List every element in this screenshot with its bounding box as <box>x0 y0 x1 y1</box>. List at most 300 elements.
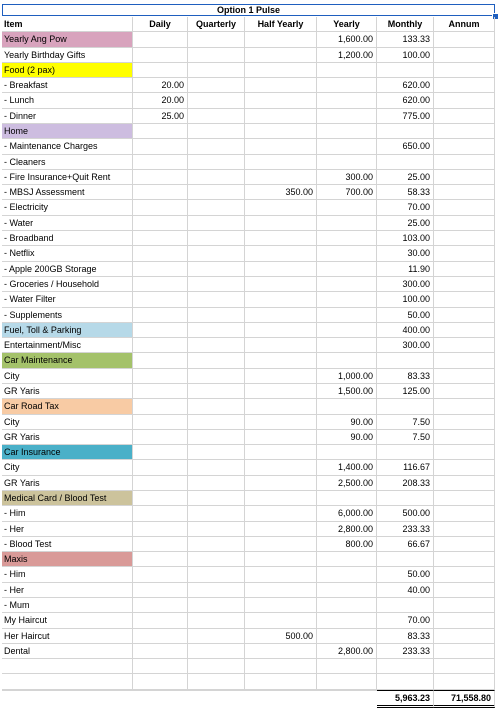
cell-daily[interactable] <box>133 567 188 582</box>
cell-monthly[interactable]: 500.00 <box>377 506 434 521</box>
row-label[interactable]: - Mum <box>2 598 133 613</box>
cell-half[interactable]: 350.00 <box>245 185 317 200</box>
cell-quarterly[interactable] <box>188 583 245 598</box>
cell-half[interactable] <box>245 613 317 628</box>
row-label[interactable]: Car Insurance <box>2 445 133 460</box>
total-daily[interactable] <box>133 690 188 691</box>
cell-yearly[interactable] <box>317 155 377 170</box>
cell-monthly[interactable]: 208.33 <box>377 476 434 491</box>
sheet-title-cell[interactable]: Option 1 Pulse <box>2 4 495 16</box>
cell-quarterly[interactable] <box>188 139 245 154</box>
cell-monthly[interactable]: 100.00 <box>377 292 434 307</box>
cell-annum[interactable] <box>434 200 495 215</box>
cell-daily[interactable] <box>133 583 188 598</box>
cell-half[interactable] <box>245 292 317 307</box>
cell-daily[interactable]: 20.00 <box>133 93 188 108</box>
header-monthly[interactable]: Monthly <box>377 17 434 32</box>
cell-half[interactable] <box>245 353 317 368</box>
cell-annum[interactable] <box>434 613 495 628</box>
cell-yearly[interactable]: 800.00 <box>317 537 377 552</box>
row-label[interactable]: - Electricity <box>2 200 133 215</box>
cell-annum[interactable] <box>434 216 495 231</box>
cell-quarterly[interactable] <box>188 124 245 139</box>
cell-daily[interactable] <box>133 629 188 644</box>
cell-yearly[interactable]: 2,800.00 <box>317 522 377 537</box>
cell-annum[interactable] <box>434 460 495 475</box>
row-label[interactable] <box>2 674 133 689</box>
cell-annum[interactable] <box>434 537 495 552</box>
cell-quarterly[interactable] <box>188 674 245 689</box>
cell-monthly[interactable] <box>377 659 434 674</box>
cell-yearly[interactable] <box>317 491 377 506</box>
cell-half[interactable] <box>245 399 317 414</box>
cell-yearly[interactable]: 90.00 <box>317 415 377 430</box>
cell-monthly[interactable] <box>377 491 434 506</box>
cell-yearly[interactable] <box>317 63 377 78</box>
cell-daily[interactable] <box>133 537 188 552</box>
row-label[interactable]: GR Yaris <box>2 384 133 399</box>
cell-half[interactable] <box>245 155 317 170</box>
cell-daily[interactable] <box>133 674 188 689</box>
cell-monthly[interactable]: 25.00 <box>377 170 434 185</box>
cell-quarterly[interactable] <box>188 155 245 170</box>
cell-yearly[interactable] <box>317 399 377 414</box>
total-yearly[interactable] <box>317 690 377 691</box>
cell-yearly[interactable] <box>317 598 377 613</box>
cell-annum[interactable] <box>434 308 495 323</box>
cell-monthly[interactable]: 58.33 <box>377 185 434 200</box>
cell-monthly[interactable] <box>377 124 434 139</box>
cell-yearly[interactable] <box>317 124 377 139</box>
cell-monthly[interactable]: 83.33 <box>377 369 434 384</box>
row-label[interactable]: Home <box>2 124 133 139</box>
cell-daily[interactable] <box>133 63 188 78</box>
header-half[interactable]: Half Yearly <box>245 17 317 32</box>
cell-daily[interactable] <box>133 552 188 567</box>
row-label[interactable]: - Him <box>2 567 133 582</box>
cell-annum[interactable] <box>434 124 495 139</box>
cell-quarterly[interactable] <box>188 537 245 552</box>
cell-half[interactable] <box>245 323 317 338</box>
cell-half[interactable] <box>245 63 317 78</box>
row-label[interactable]: Yearly Birthday Gifts <box>2 48 133 63</box>
cell-half[interactable] <box>245 506 317 521</box>
cell-yearly[interactable]: 1,200.00 <box>317 48 377 63</box>
cell-yearly[interactable] <box>317 139 377 154</box>
cell-daily[interactable] <box>133 506 188 521</box>
cell-annum[interactable] <box>434 445 495 460</box>
cell-yearly[interactable] <box>317 674 377 689</box>
cell-annum[interactable] <box>434 155 495 170</box>
row-label[interactable]: - Cleaners <box>2 155 133 170</box>
cell-yearly[interactable] <box>317 231 377 246</box>
cell-yearly[interactable]: 300.00 <box>317 170 377 185</box>
cell-monthly[interactable]: 100.00 <box>377 48 434 63</box>
row-label[interactable]: City <box>2 460 133 475</box>
cell-quarterly[interactable] <box>188 323 245 338</box>
cell-annum[interactable] <box>434 659 495 674</box>
cell-monthly[interactable]: 70.00 <box>377 613 434 628</box>
cell-daily[interactable] <box>133 491 188 506</box>
cell-monthly[interactable]: 620.00 <box>377 93 434 108</box>
cell-monthly[interactable]: 25.00 <box>377 216 434 231</box>
cell-annum[interactable] <box>434 552 495 567</box>
row-label[interactable]: Medical Card / Blood Test <box>2 491 133 506</box>
cell-half[interactable] <box>245 308 317 323</box>
cell-half[interactable] <box>245 93 317 108</box>
total-annum[interactable]: 71,558.80 <box>434 690 495 708</box>
cell-monthly[interactable] <box>377 63 434 78</box>
cell-yearly[interactable] <box>317 200 377 215</box>
header-annum[interactable]: Annum <box>434 17 495 32</box>
cell-half[interactable] <box>245 262 317 277</box>
cell-monthly[interactable] <box>377 674 434 689</box>
cell-quarterly[interactable] <box>188 430 245 445</box>
cell-yearly[interactable]: 1,000.00 <box>317 369 377 384</box>
cell-yearly[interactable] <box>317 583 377 598</box>
cell-monthly[interactable]: 300.00 <box>377 338 434 353</box>
cell-yearly[interactable] <box>317 445 377 460</box>
row-label[interactable]: - Dinner <box>2 109 133 124</box>
row-label[interactable]: Fuel, Toll & Parking <box>2 323 133 338</box>
cell-daily[interactable] <box>133 170 188 185</box>
cell-half[interactable] <box>245 415 317 430</box>
cell-daily[interactable] <box>133 155 188 170</box>
cell-monthly[interactable] <box>377 353 434 368</box>
row-label[interactable]: - Water Filter <box>2 292 133 307</box>
cell-quarterly[interactable] <box>188 598 245 613</box>
cell-annum[interactable] <box>434 109 495 124</box>
cell-daily[interactable] <box>133 415 188 430</box>
cell-half[interactable] <box>245 48 317 63</box>
cell-monthly[interactable]: 133.33 <box>377 32 434 47</box>
cell-daily[interactable] <box>133 185 188 200</box>
row-label[interactable]: My Haircut <box>2 613 133 628</box>
cell-daily[interactable]: 20.00 <box>133 78 188 93</box>
cell-daily[interactable] <box>133 124 188 139</box>
row-label[interactable]: City <box>2 415 133 430</box>
cell-yearly[interactable] <box>317 659 377 674</box>
cell-daily[interactable] <box>133 216 188 231</box>
cell-daily[interactable] <box>133 522 188 537</box>
cell-half[interactable] <box>245 109 317 124</box>
cell-annum[interactable] <box>434 323 495 338</box>
cell-daily[interactable] <box>133 460 188 475</box>
cell-quarterly[interactable] <box>188 491 245 506</box>
cell-half[interactable] <box>245 644 317 659</box>
row-label[interactable]: - Blood Test <box>2 537 133 552</box>
cell-annum[interactable] <box>434 246 495 261</box>
cell-yearly[interactable] <box>317 567 377 582</box>
cell-quarterly[interactable] <box>188 231 245 246</box>
cell-annum[interactable] <box>434 476 495 491</box>
cell-daily[interactable] <box>133 231 188 246</box>
cell-yearly[interactable] <box>317 338 377 353</box>
cell-quarterly[interactable] <box>188 522 245 537</box>
cell-daily[interactable] <box>133 430 188 445</box>
cell-annum[interactable] <box>434 277 495 292</box>
cell-quarterly[interactable] <box>188 460 245 475</box>
cell-monthly[interactable]: 300.00 <box>377 277 434 292</box>
cell-monthly[interactable]: 233.33 <box>377 644 434 659</box>
cell-yearly[interactable]: 2,800.00 <box>317 644 377 659</box>
cell-quarterly[interactable] <box>188 369 245 384</box>
cell-yearly[interactable] <box>317 613 377 628</box>
cell-yearly[interactable] <box>317 353 377 368</box>
row-label[interactable]: - Her <box>2 583 133 598</box>
cell-annum[interactable] <box>434 338 495 353</box>
cell-yearly[interactable]: 1,600.00 <box>317 32 377 47</box>
cell-half[interactable] <box>245 598 317 613</box>
row-label[interactable]: - Her <box>2 522 133 537</box>
row-label[interactable]: - Apple 200GB Storage <box>2 262 133 277</box>
cell-daily[interactable] <box>133 399 188 414</box>
cell-yearly[interactable] <box>317 93 377 108</box>
cell-half[interactable] <box>245 78 317 93</box>
cell-annum[interactable] <box>434 93 495 108</box>
cell-daily[interactable] <box>133 200 188 215</box>
cell-daily[interactable] <box>133 308 188 323</box>
cell-monthly[interactable]: 7.50 <box>377 430 434 445</box>
row-label[interactable]: - Breakfast <box>2 78 133 93</box>
row-label[interactable]: Entertainment/Misc <box>2 338 133 353</box>
cell-annum[interactable] <box>434 78 495 93</box>
cell-monthly[interactable]: 620.00 <box>377 78 434 93</box>
cell-monthly[interactable]: 400.00 <box>377 323 434 338</box>
cell-annum[interactable] <box>434 170 495 185</box>
cell-half[interactable] <box>245 369 317 384</box>
cell-yearly[interactable] <box>317 262 377 277</box>
cell-half[interactable] <box>245 246 317 261</box>
cell-quarterly[interactable] <box>188 78 245 93</box>
cell-daily[interactable] <box>133 32 188 47</box>
cell-half[interactable] <box>245 277 317 292</box>
cell-monthly[interactable]: 83.33 <box>377 629 434 644</box>
cell-annum[interactable] <box>434 644 495 659</box>
cell-annum[interactable] <box>434 415 495 430</box>
cell-annum[interactable] <box>434 292 495 307</box>
cell-monthly[interactable] <box>377 552 434 567</box>
cell-daily[interactable] <box>133 262 188 277</box>
cell-half[interactable] <box>245 583 317 598</box>
cell-quarterly[interactable] <box>188 93 245 108</box>
header-daily[interactable]: Daily <box>133 17 188 32</box>
row-label[interactable]: - Broadband <box>2 231 133 246</box>
cell-annum[interactable] <box>434 598 495 613</box>
cell-quarterly[interactable] <box>188 552 245 567</box>
cell-monthly[interactable]: 650.00 <box>377 139 434 154</box>
cell-quarterly[interactable] <box>188 109 245 124</box>
cell-yearly[interactable] <box>317 109 377 124</box>
cell-annum[interactable] <box>434 369 495 384</box>
cell-monthly[interactable] <box>377 445 434 460</box>
cell-daily[interactable] <box>133 644 188 659</box>
cell-quarterly[interactable] <box>188 216 245 231</box>
row-label[interactable]: Car Road Tax <box>2 399 133 414</box>
cell-daily[interactable] <box>133 369 188 384</box>
cell-quarterly[interactable] <box>188 292 245 307</box>
cell-monthly[interactable]: 70.00 <box>377 200 434 215</box>
cell-yearly[interactable]: 700.00 <box>317 185 377 200</box>
cell-monthly[interactable]: 116.67 <box>377 460 434 475</box>
cell-monthly[interactable]: 103.00 <box>377 231 434 246</box>
cell-half[interactable] <box>245 537 317 552</box>
cell-yearly[interactable] <box>317 292 377 307</box>
cell-monthly[interactable] <box>377 155 434 170</box>
cell-quarterly[interactable] <box>188 185 245 200</box>
cell-yearly[interactable] <box>317 78 377 93</box>
cell-daily[interactable] <box>133 659 188 674</box>
cell-yearly[interactable] <box>317 552 377 567</box>
cell-half[interactable] <box>245 200 317 215</box>
cell-monthly[interactable]: 775.00 <box>377 109 434 124</box>
cell-quarterly[interactable] <box>188 32 245 47</box>
cell-annum[interactable] <box>434 353 495 368</box>
total-quarterly[interactable] <box>188 690 245 691</box>
row-label[interactable]: - Him <box>2 506 133 521</box>
cell-monthly[interactable]: 50.00 <box>377 308 434 323</box>
cell-half[interactable] <box>245 384 317 399</box>
row-label[interactable]: - MBSJ Assessment <box>2 185 133 200</box>
cell-monthly[interactable]: 125.00 <box>377 384 434 399</box>
cell-quarterly[interactable] <box>188 567 245 582</box>
cell-quarterly[interactable] <box>188 353 245 368</box>
cell-half[interactable] <box>245 491 317 506</box>
row-label[interactable]: Dental <box>2 644 133 659</box>
cell-monthly[interactable]: 233.33 <box>377 522 434 537</box>
cell-annum[interactable] <box>434 399 495 414</box>
cell-quarterly[interactable] <box>188 277 245 292</box>
cell-quarterly[interactable] <box>188 246 245 261</box>
cell-half[interactable] <box>245 522 317 537</box>
cell-annum[interactable] <box>434 185 495 200</box>
cell-half[interactable] <box>245 567 317 582</box>
header-quarterly[interactable]: Quarterly <box>188 17 245 32</box>
cell-annum[interactable] <box>434 384 495 399</box>
row-label[interactable]: - Lunch <box>2 93 133 108</box>
cell-half[interactable] <box>245 552 317 567</box>
row-label[interactable]: GR Yaris <box>2 476 133 491</box>
cell-monthly[interactable]: 7.50 <box>377 415 434 430</box>
cell-yearly[interactable] <box>317 629 377 644</box>
cell-yearly[interactable] <box>317 246 377 261</box>
row-label[interactable]: - Water <box>2 216 133 231</box>
cell-daily[interactable] <box>133 384 188 399</box>
cell-annum[interactable] <box>434 63 495 78</box>
row-label[interactable]: Car Maintenance <box>2 353 133 368</box>
row-label[interactable] <box>2 659 133 674</box>
row-label[interactable]: - Supplements <box>2 308 133 323</box>
cell-annum[interactable] <box>434 491 495 506</box>
cell-half[interactable] <box>245 139 317 154</box>
header-yearly[interactable]: Yearly <box>317 17 377 32</box>
cell-monthly[interactable] <box>377 598 434 613</box>
cell-quarterly[interactable] <box>188 613 245 628</box>
cell-half[interactable] <box>245 659 317 674</box>
cell-annum[interactable] <box>434 583 495 598</box>
cell-monthly[interactable]: 50.00 <box>377 567 434 582</box>
cell-half[interactable] <box>245 460 317 475</box>
cell-quarterly[interactable] <box>188 338 245 353</box>
cell-annum[interactable] <box>434 567 495 582</box>
header-item[interactable]: Item <box>2 17 133 32</box>
cell-yearly[interactable] <box>317 308 377 323</box>
cell-quarterly[interactable] <box>188 476 245 491</box>
cell-yearly[interactable]: 1,400.00 <box>317 460 377 475</box>
row-label[interactable]: City <box>2 369 133 384</box>
cell-daily[interactable] <box>133 48 188 63</box>
cell-quarterly[interactable] <box>188 659 245 674</box>
cell-half[interactable] <box>245 476 317 491</box>
cell-yearly[interactable] <box>317 277 377 292</box>
cell-quarterly[interactable] <box>188 445 245 460</box>
total-item[interactable] <box>2 690 133 691</box>
cell-daily[interactable] <box>133 338 188 353</box>
cell-quarterly[interactable] <box>188 399 245 414</box>
cell-half[interactable] <box>245 170 317 185</box>
row-label[interactable]: Her Haircut <box>2 629 133 644</box>
row-label[interactable]: Food (2 pax) <box>2 63 133 78</box>
row-label[interactable]: - Netflix <box>2 246 133 261</box>
cell-daily[interactable] <box>133 139 188 154</box>
cell-annum[interactable] <box>434 48 495 63</box>
cell-half[interactable] <box>245 445 317 460</box>
cell-daily[interactable]: 25.00 <box>133 109 188 124</box>
cell-half[interactable] <box>245 124 317 139</box>
cell-quarterly[interactable] <box>188 63 245 78</box>
cell-quarterly[interactable] <box>188 48 245 63</box>
cell-quarterly[interactable] <box>188 384 245 399</box>
cell-annum[interactable] <box>434 231 495 246</box>
cell-daily[interactable] <box>133 445 188 460</box>
cell-daily[interactable] <box>133 323 188 338</box>
cell-quarterly[interactable] <box>188 170 245 185</box>
cell-quarterly[interactable] <box>188 506 245 521</box>
cell-monthly[interactable]: 66.67 <box>377 537 434 552</box>
row-label[interactable]: GR Yaris <box>2 430 133 445</box>
cell-yearly[interactable] <box>317 323 377 338</box>
cell-annum[interactable] <box>434 674 495 689</box>
cell-half[interactable]: 500.00 <box>245 629 317 644</box>
cell-quarterly[interactable] <box>188 629 245 644</box>
cell-annum[interactable] <box>434 262 495 277</box>
cell-half[interactable] <box>245 32 317 47</box>
cell-annum[interactable] <box>434 506 495 521</box>
row-label[interactable]: - Groceries / Household <box>2 277 133 292</box>
cell-annum[interactable] <box>434 32 495 47</box>
cell-half[interactable] <box>245 338 317 353</box>
cell-quarterly[interactable] <box>188 200 245 215</box>
cell-yearly[interactable]: 6,000.00 <box>317 506 377 521</box>
cell-quarterly[interactable] <box>188 262 245 277</box>
cell-annum[interactable] <box>434 139 495 154</box>
cell-annum[interactable] <box>434 629 495 644</box>
cell-half[interactable] <box>245 430 317 445</box>
cell-quarterly[interactable] <box>188 308 245 323</box>
cell-annum[interactable] <box>434 522 495 537</box>
cell-daily[interactable] <box>133 246 188 261</box>
cell-daily[interactable] <box>133 476 188 491</box>
cell-daily[interactable] <box>133 292 188 307</box>
cell-yearly[interactable]: 2,500.00 <box>317 476 377 491</box>
row-label[interactable]: Yearly Ang Pow <box>2 32 133 47</box>
cell-daily[interactable] <box>133 613 188 628</box>
cell-half[interactable] <box>245 674 317 689</box>
cell-yearly[interactable]: 1,500.00 <box>317 384 377 399</box>
cell-monthly[interactable]: 40.00 <box>377 583 434 598</box>
cell-quarterly[interactable] <box>188 644 245 659</box>
cell-quarterly[interactable] <box>188 415 245 430</box>
